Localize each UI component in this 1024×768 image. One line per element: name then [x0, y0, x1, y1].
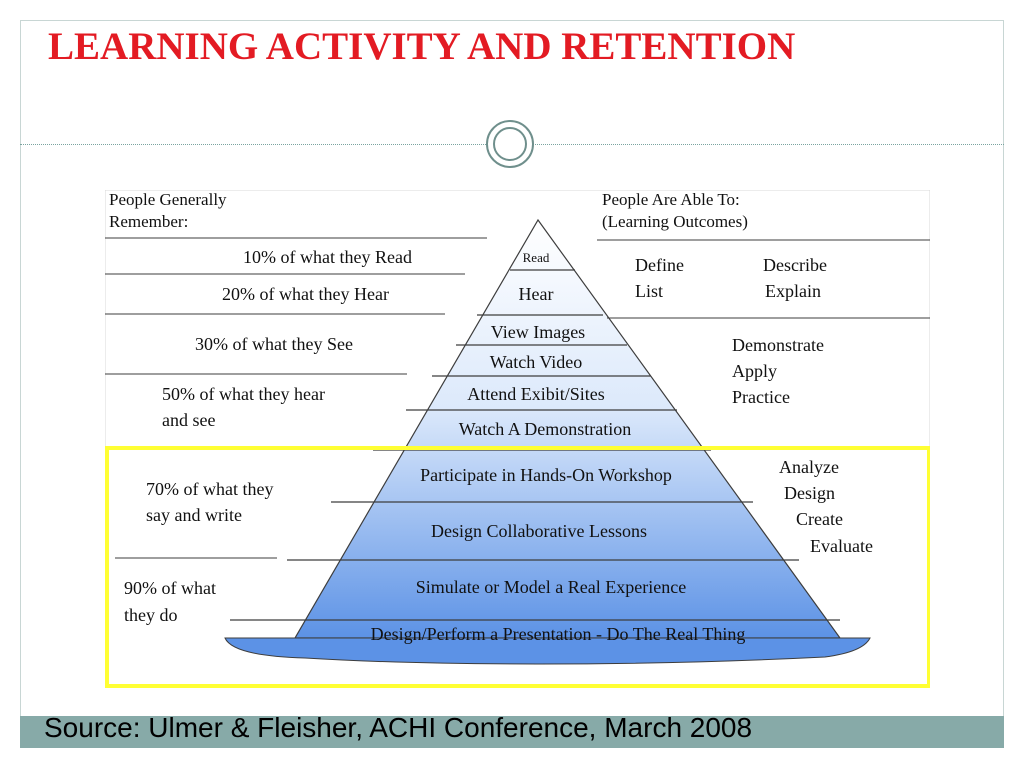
- slide-title: LEARNING ACTIVITY AND RETENTION: [48, 25, 796, 68]
- pyramid-level-watch-demonstration: Watch A Demonstration: [458, 419, 632, 439]
- pyramid-level-read: Read: [522, 250, 550, 265]
- left-header-line-1: People Generally: [109, 190, 227, 209]
- pyramid-level-hands-on-workshop: Participate in Hands-On Workshop: [420, 465, 672, 485]
- left-header-line-2: Remember:: [109, 212, 189, 231]
- circle-ornament: [486, 120, 534, 168]
- pyramid-level-attend-exhibit: Attend Exibit/Sites: [467, 384, 605, 404]
- pyramid-level-real-thing: Design/Perform a Presentation - Do The Real Thing: [370, 624, 746, 644]
- pyramid-level-view-images: View Images: [490, 322, 586, 342]
- remember-hear: 20% of what they Hear: [222, 284, 389, 304]
- outcome-list: List: [635, 281, 664, 301]
- pyramid-level-simulate: Simulate or Model a Real Experience: [415, 577, 687, 597]
- remember-see: 30% of what they See: [195, 334, 353, 354]
- outcome-evaluate: Evaluate: [810, 536, 873, 556]
- remember-say-write-line-2: say and write: [146, 505, 242, 525]
- outcome-analyze: Analyze: [779, 457, 839, 477]
- outcome-define: Define: [635, 255, 684, 275]
- outcome-demonstrate: Demonstrate: [732, 335, 824, 355]
- outcome-create: Create: [796, 509, 843, 529]
- learning-pyramid-diagram: [105, 190, 930, 688]
- outcome-describe: Describe: [763, 255, 827, 275]
- remember-do-line-2: they do: [124, 605, 178, 625]
- outcome-apply: Apply: [732, 361, 777, 381]
- remember-hear-see-line-1: 50% of what they hear: [162, 384, 325, 404]
- remember-hear-see-line-2: and see: [162, 410, 216, 430]
- remember-read: 10% of what they Read: [243, 247, 412, 267]
- pyramid-level-watch-video: Watch Video: [489, 352, 583, 372]
- outcome-design: Design: [784, 483, 835, 503]
- right-header-line-1: People Are Able To:: [602, 190, 740, 209]
- pyramid-level-collaborative-lessons: Design Collaborative Lessons: [431, 521, 647, 541]
- outcome-practice: Practice: [732, 387, 790, 407]
- right-header-line-2: (Learning Outcomes): [602, 212, 748, 231]
- remember-say-write-line-1: 70% of what they: [146, 479, 274, 499]
- pyramid-level-hear: Hear: [518, 284, 554, 304]
- outcome-explain: Explain: [765, 281, 821, 301]
- remember-do-line-1: 90% of what: [124, 578, 216, 598]
- source-citation: Source: Ulmer & Fleisher, ACHI Conference, March 2008: [44, 712, 753, 743]
